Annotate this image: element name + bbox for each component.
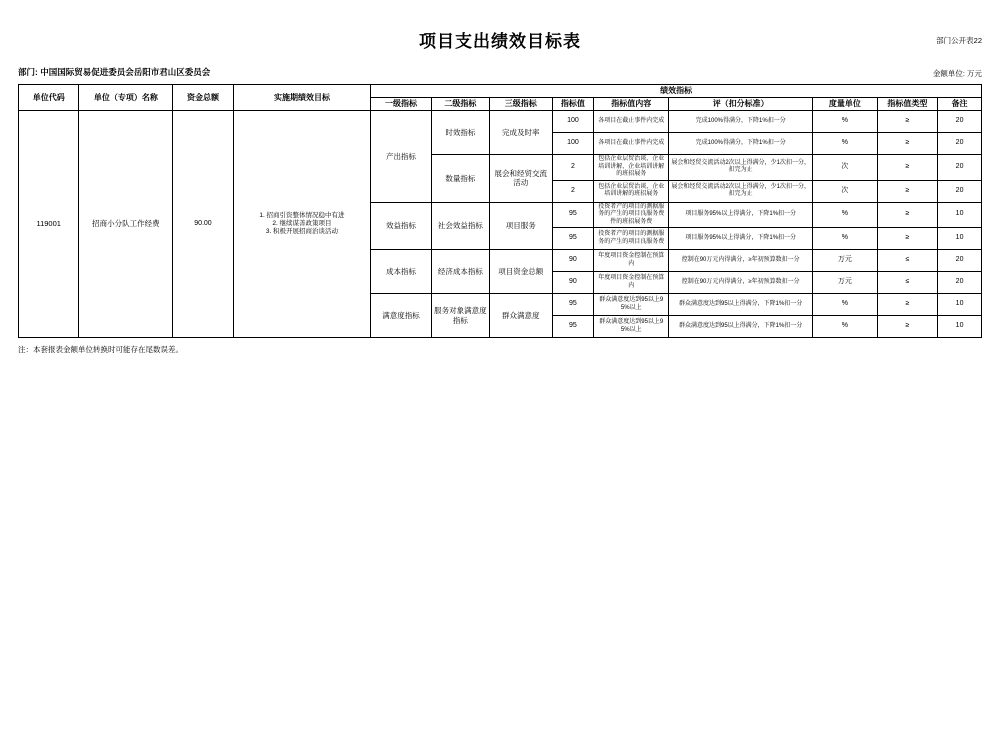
cell-remark: 20	[938, 180, 982, 202]
amount-unit-label: 金额单位: 万元	[932, 69, 982, 78]
cell-scoring: 展会和经贸交流活动2次以上得满分，少1次扣一分，扣完为止	[669, 180, 813, 202]
cell-value-type: ≥	[877, 202, 937, 228]
cell-level2: 服务对象满意度指标	[431, 294, 489, 338]
cell-target-value: 100	[552, 133, 594, 155]
cell-value-type: ≥	[877, 111, 937, 133]
cell-measure-unit: %	[813, 294, 878, 316]
cell-target-content: 各项目在截止事件内完成	[594, 133, 669, 155]
cell-target-content: 群众满意度达到95以上95%以上	[594, 316, 669, 338]
cell-measure-unit: %	[813, 111, 878, 133]
department-label: 部门: 中国国际贸易促进委员会岳阳市君山区委员会	[18, 67, 211, 77]
th-remark: 备注	[938, 98, 982, 111]
cell-target-value: 95	[552, 316, 594, 338]
cell-level1: 满意度指标	[371, 294, 431, 338]
cell-level1: 效益指标	[371, 202, 431, 250]
cell-target-value: 95	[552, 294, 594, 316]
cell-value-type: ≤	[877, 272, 937, 294]
cell-target-value: 90	[552, 272, 594, 294]
cell-scoring: 项目服务95%以上得满分，下降1%扣一分	[669, 228, 813, 250]
cell-remark: 20	[938, 133, 982, 155]
cell-value-type: ≥	[877, 155, 937, 181]
cell-level3: 完成及时率	[490, 111, 553, 155]
cell-value-type: ≥	[877, 316, 937, 338]
th-level1: 一级指标	[371, 98, 431, 111]
cell-measure-unit: 万元	[813, 250, 878, 272]
cell-measure-unit: %	[813, 133, 878, 155]
cell-measure-unit: %	[813, 316, 878, 338]
th-unit-name: 单位（专项）名称	[79, 85, 173, 111]
cell-target-content: 年度项目资金控制在预算内	[594, 272, 669, 294]
cell-measure-unit: %	[813, 202, 878, 228]
cell-measure-unit: 次	[813, 155, 878, 181]
document-page	[0, 27, 1000, 750]
cell-unit-code: 119001	[19, 111, 79, 338]
cell-level2: 社会效益指标	[431, 202, 489, 250]
cell-target-value: 95	[552, 202, 594, 228]
performance-table	[18, 84, 982, 338]
th-scoring: 评（扣分标准）	[669, 98, 813, 111]
cell-measure-unit: 万元	[813, 272, 878, 294]
cell-level3: 项目资金总额	[490, 250, 553, 294]
cell-level3: 群众满意度	[490, 294, 553, 338]
cell-target-content: 包括企业层贸治谈、企业培训讲解、企业培训讲解的班招展务	[594, 155, 669, 181]
cell-level2: 数量指标	[431, 155, 489, 203]
table-footnote: 注：本套报表金额单位转换时可能存在尾数误差。	[18, 345, 183, 354]
cell-period-goal: 1. 招商引资整体情况稳中有进 2. 继续谋善政策项目 3. 积极开展招商治谈活动	[233, 111, 371, 338]
th-performance-group: 绩效指标	[371, 85, 982, 98]
cell-scoring: 展会和经贸交流活动2次以上得满分，少1次扣一分，扣完为止	[669, 155, 813, 181]
cell-level1: 成本指标	[371, 250, 431, 294]
cell-level3: 项目服务	[490, 202, 553, 250]
cell-target-value: 95	[552, 228, 594, 250]
cell-level2: 时效指标	[431, 111, 489, 155]
cell-scoring: 完成100%得满分，下降1%扣一分	[669, 133, 813, 155]
th-value-type: 指标值类型	[877, 98, 937, 111]
cell-target-content: 各项目在截止事件内完成	[594, 111, 669, 133]
cell-target-value: 90	[552, 250, 594, 272]
cell-remark: 20	[938, 155, 982, 181]
cell-level2: 经济成本指标	[431, 250, 489, 294]
table-header-row-1	[19, 85, 982, 98]
cell-value-type: ≥	[877, 133, 937, 155]
th-target-value: 指标值	[552, 98, 594, 111]
cell-value-type: ≥	[877, 180, 937, 202]
cell-value-type: ≥	[877, 294, 937, 316]
cell-remark: 20	[938, 111, 982, 133]
cell-remark: 20	[938, 250, 982, 272]
cell-level1: 产出指标	[371, 111, 431, 203]
cell-target-content: 投资者产的项目的测据服务的产生的项目良服务费	[594, 228, 669, 250]
table-body	[19, 111, 982, 338]
form-number-label: 部门公开表22	[936, 36, 982, 45]
th-level3: 三级指标	[490, 98, 553, 111]
cell-scoring: 控制在90万元内得满分，≥年初预算数扣一分	[669, 250, 813, 272]
cell-measure-unit: 次	[813, 180, 878, 202]
cell-remark: 20	[938, 272, 982, 294]
cell-remark: 10	[938, 202, 982, 228]
meta-row	[18, 66, 982, 80]
cell-value-type: ≤	[877, 250, 937, 272]
cell-scoring: 完成100%得满分，下降1%扣一分	[669, 111, 813, 133]
cell-unit-name: 招商小分队工作经费	[79, 111, 173, 338]
cell-remark: 10	[938, 294, 982, 316]
th-measure-unit: 度量单位	[813, 98, 878, 111]
cell-target-content: 投资者产的项目的测据服务的产生的项目良服务费件的班招展务费	[594, 202, 669, 228]
cell-remark: 10	[938, 228, 982, 250]
cell-level3: 展会和经贸交流活动	[490, 155, 553, 203]
cell-fund-total: 90.00	[173, 111, 233, 338]
cell-scoring: 项目服务95%以上得满分，下降1%扣一分	[669, 202, 813, 228]
cell-target-content: 年度项目资金控制在预算内	[594, 250, 669, 272]
cell-target-content: 群众满意度达到95以上95%以上	[594, 294, 669, 316]
th-unit-code: 单位代码	[19, 85, 79, 111]
cell-target-value: 2	[552, 180, 594, 202]
page-title: 项目支出绩效目标表	[419, 32, 581, 51]
cell-target-content: 包括企业层贸治谈、企业培训讲解的班招展务	[594, 180, 669, 202]
cell-scoring: 群众满意度达到95以上得满分，下降1%扣一分	[669, 294, 813, 316]
cell-target-value: 100	[552, 111, 594, 133]
cell-remark: 10	[938, 316, 982, 338]
th-level2: 二级指标	[431, 98, 489, 111]
table-row	[19, 111, 982, 133]
cell-measure-unit: %	[813, 228, 878, 250]
th-fund-total: 资金总额	[173, 85, 233, 111]
th-target-content: 指标值内容	[594, 98, 669, 111]
th-period-goal: 实施期绩效目标	[233, 85, 371, 111]
cell-target-value: 2	[552, 155, 594, 181]
cell-value-type: ≥	[877, 228, 937, 250]
cell-scoring: 控制在90万元内得满分，≥年初预算数扣一分	[669, 272, 813, 294]
cell-scoring: 群众满意度达到95以上得满分，下降1%扣一分	[669, 316, 813, 338]
